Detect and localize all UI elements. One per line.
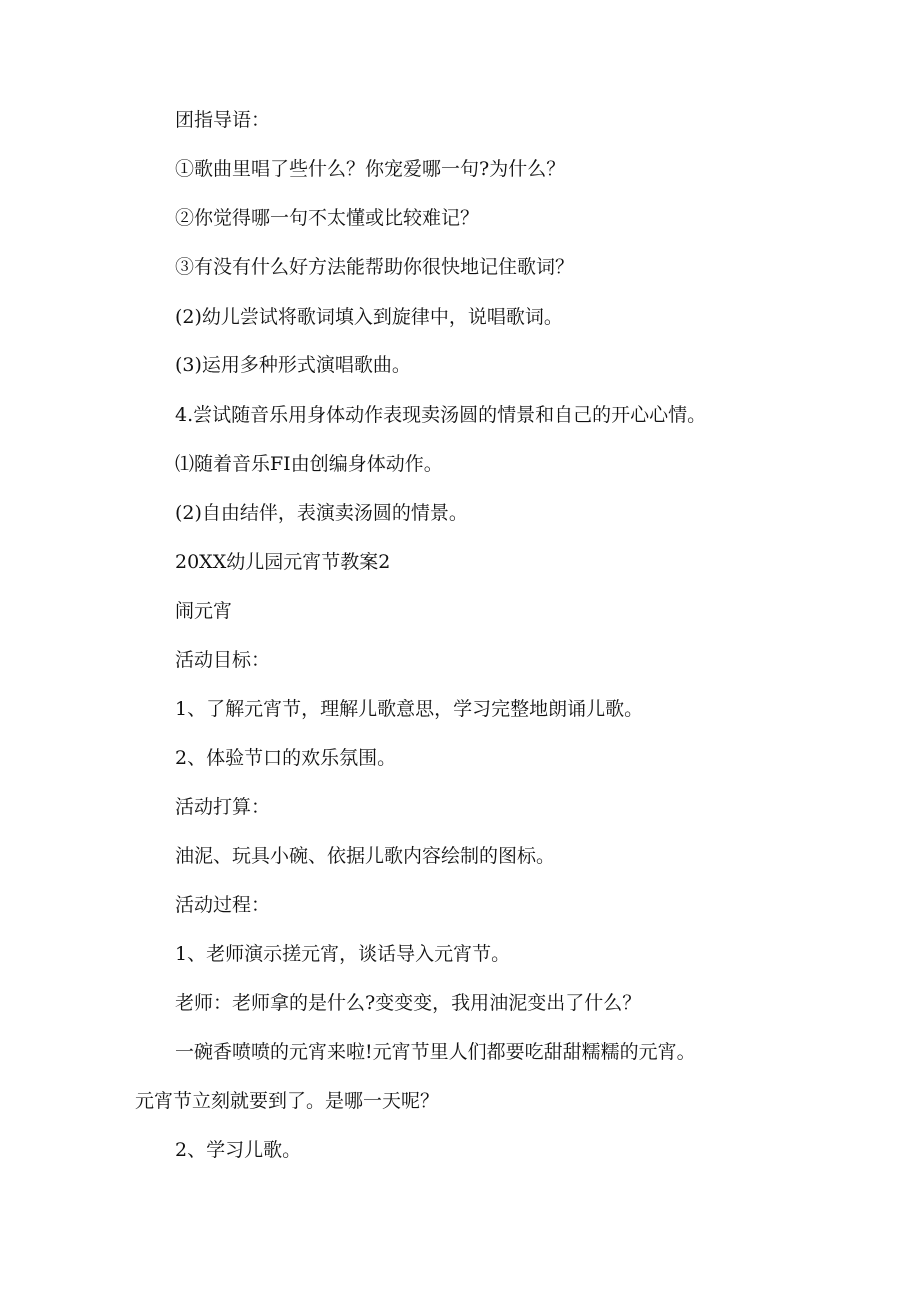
step-4-1: ⑴随着音乐FI由创编身体动作。 xyxy=(175,453,443,475)
paragraph-line-1: 一碗香喷喷的元宵来啦!元宵节里人们都要吃甜甜糯糯的元宵。 xyxy=(175,1041,696,1063)
paragraph-line-2: 元宵节立刻就要到了。是哪一天呢？ xyxy=(135,1090,440,1112)
goal-2: 2、体验节口的欢乐氛围。 xyxy=(175,747,397,769)
step-4-2: (2)自由结伴，表演卖汤圆的情景。 xyxy=(175,502,468,524)
step-2-2: (2)幼儿尝试将歌词填入到旋律中，说唱歌词。 xyxy=(175,306,563,328)
step-4: 4.尝试随音乐用身体动作表现卖汤圆的情景和自己的开心心情。 xyxy=(175,404,707,426)
lesson-plan-title: 20XX幼儿园元宵节教案2 xyxy=(175,551,391,573)
step-2-3: (3)运用多种形式演唱歌曲。 xyxy=(175,354,411,376)
process-step-2: 2、学习儿歌。 xyxy=(175,1139,302,1161)
teacher-dialogue: 老师：老师拿的是什么?变变变，我用油泥变出了什么？ xyxy=(175,992,642,1014)
goal-1: 1、了解元宵节，理解儿歌意思，学习完整地朗诵儿歌。 xyxy=(175,698,644,720)
guidance-heading: 团指导语： xyxy=(175,109,271,131)
question-3: ③有没有什么好方法能帮助你很快地记住歌词？ xyxy=(175,256,575,278)
preparation-heading: 活动打算： xyxy=(175,796,271,818)
process-step-1: 1、老师演示搓元宵，谈话导入元宵节。 xyxy=(175,943,511,965)
activity-name: 闹元宵 xyxy=(175,600,233,622)
question-2: ②你觉得哪一句不太懂或比较难记？ xyxy=(175,207,480,229)
preparation-items: 油泥、玩具小碗、依据儿歌内容绘制的图标。 xyxy=(175,845,556,867)
process-heading: 活动过程： xyxy=(175,894,271,916)
question-1: ①歌曲里唱了些什么？你宠爱哪一句?为什么？ xyxy=(175,158,566,180)
goals-heading: 活动目标： xyxy=(175,649,271,671)
